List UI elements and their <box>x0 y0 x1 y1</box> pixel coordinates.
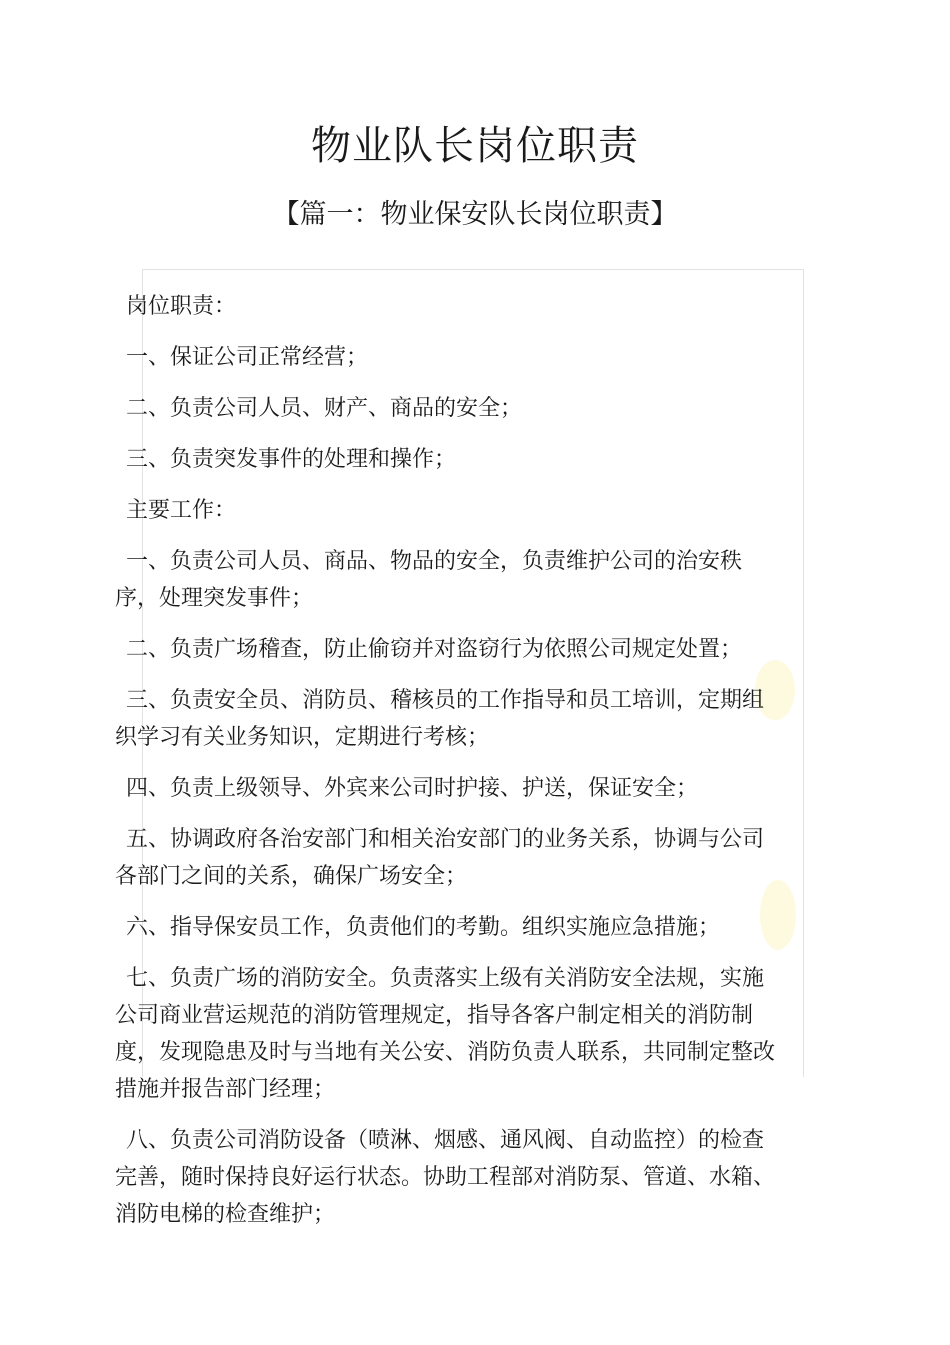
paragraph: 三、负责安全员、消防员、稽核员的工作指导和员工培训，定期组织学习有关业务知识，定期进行考核； <box>115 688 765 750</box>
paragraph: 一、保证公司正常经营； <box>126 345 369 370</box>
paragraph: 二、负责公司人员、财产、商品的安全； <box>126 396 523 421</box>
paragraph: 六、指导保安员工作，负责他们的考勤。组织实施应急措施； <box>126 915 721 940</box>
paragraph: 三、负责突发事件的处理和操作； <box>126 447 457 472</box>
paragraph: 主要工作： <box>126 498 237 523</box>
section-title: 【篇一：物业保安队长岗位职责】 <box>272 199 678 230</box>
paragraph: 五、协调政府各治安部门和相关治安部门的业务关系，协调与公司各部门之间的关系，确保广场安全； <box>115 827 765 889</box>
paragraph: 岗位职责： <box>126 294 237 319</box>
document-body <box>115 288 775 1247</box>
paragraph: 二、负责广场稽查，防止偷窃并对盗窃行为依照公司规定处置； <box>126 637 743 662</box>
frame-border-right <box>803 269 804 1077</box>
paragraph: 四、负责上级领导、外宾来公司时护接、护送，保证安全； <box>126 776 699 801</box>
document-title: 物业队长岗位职责 <box>311 123 639 169</box>
paragraph: 八、负责公司消防设备（喷淋、烟感、通风阀、自动监控）的检查完善，随时保持良好运行状态。协助工程部对消防泵、管道、水箱、消防电梯的检查维护； <box>115 1128 776 1227</box>
frame-border-top <box>142 269 804 270</box>
paragraph: 一、负责公司人员、商品、物品的安全，负责维护公司的治安秩序，处理突发事件； <box>115 549 743 611</box>
paragraph: 七、负责广场的消防安全。负责落实上级有关消防安全法规，实施公司商业营运规范的消防管理规定，指导各客户制定相关的消防制度，发现隐患及时与当地有关公安、消防负责人联系，共同制定整改措施并报告部门经理； <box>115 966 776 1102</box>
